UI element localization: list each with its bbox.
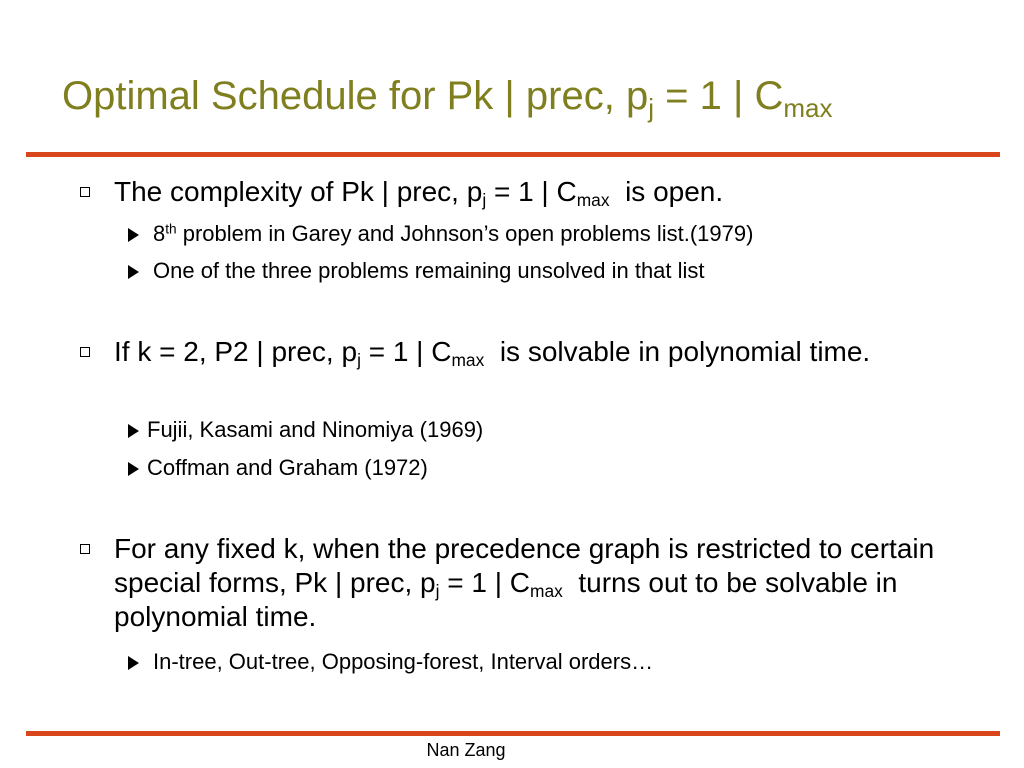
arrow-bullet-icon: [128, 462, 139, 476]
bullet-text: For any fixed k, when the precedence graph is restricted to certain special forms, Pk | prec, $p_j = 1$ | $C_{max}$ turns out to be solvable in polynomial time.: [114, 533, 935, 632]
bullet-fixed-k: [80, 532, 990, 634]
arrow-bullet-icon: [128, 656, 139, 670]
subitem-fujii: Fujii, Kasami and Ninomiya (1969): [128, 416, 483, 444]
square-bullet-icon: [80, 347, 90, 357]
arrow-bullet-icon: [128, 424, 139, 438]
slide-title: Optimal Schedule for Pk | prec, $p_j = 1$ | $C_{max}$: [62, 74, 833, 123]
title-divider: [26, 152, 1000, 157]
subitem-special-forms: In-tree, Out-tree, Opposing-forest, Interval orders…: [128, 648, 653, 676]
subitem-three-problems: One of the three problems remaining unsolved in that list: [128, 257, 705, 285]
bullet-complexity: [80, 175, 990, 209]
subitem-coffman-graham: Coffman and Graham (1972): [128, 454, 428, 482]
arrow-bullet-icon: [128, 265, 139, 279]
bullet-text: The complexity of Pk | prec, $p_j = 1$ | $C_{max}$ is open.: [114, 176, 724, 211]
footer-divider: [26, 731, 1000, 736]
arrow-bullet-icon: [128, 228, 139, 242]
subitem-garey-johnson: 8th problem in Garey and Johnson’s open problems list.(1979): [128, 220, 753, 248]
footer-author: Nan Zang: [426, 740, 506, 760]
bullet-text: If k = 2, P2 | prec, $p_j = 1$ | $C_{max}$ is solvable in polynomial time.: [114, 336, 871, 371]
bullet-k-equals-2: [80, 335, 990, 369]
square-bullet-icon: [80, 544, 90, 554]
square-bullet-icon: [80, 187, 90, 197]
